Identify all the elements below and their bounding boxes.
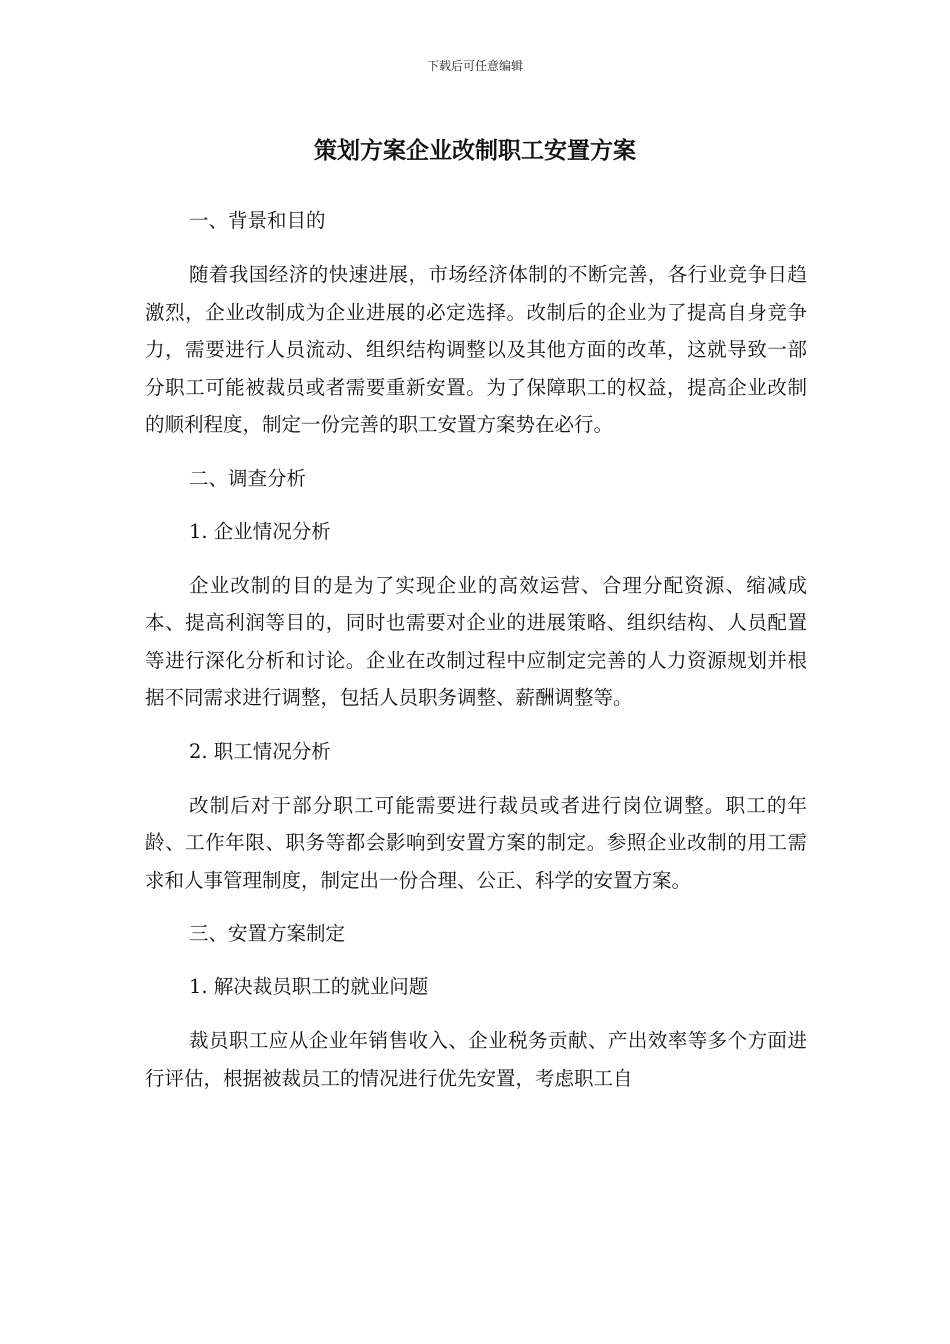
document-body (145, 203, 807, 1097)
paragraph-reemployment: 裁员职工应从企业年销售收入、企业税务贡献、产出效率等多个方面进行评估，根据被裁员工的情况进行优先安置，考虑职工自 (145, 1029, 807, 1090)
section-heading-background: 一、背景和目的 (189, 209, 326, 232)
subheading-employee-analysis: 2. 职工情况分析 (189, 739, 331, 763)
subheading-enterprise-analysis: 1. 企业情况分析 (189, 519, 331, 543)
section-heading-survey: 二、调查分析 (189, 466, 307, 490)
subheading-reemployment: 1. 解决裁员职工的就业问题 (189, 975, 429, 998)
paragraph-employee-analysis: 改制后对于部分职工可能需要进行裁员或者进行岗位调整。职工的年龄、工作年限、职务等都会影响到安置方案的制定。参照企业改制的用工需求和人事管理制度，制定出一份合理、公正、科学的安置方案。 (145, 793, 807, 892)
paragraph-enterprise-analysis: 企业改制的目的是为了实现企业的高效运营、合理分配资源、缩减成本、提高利润等目的，同时也需要对企业的进展策略、组织结构、人员配置等进行深化分析和讨论。企业在改制过程中应制定完善的人力资源规划并根据不同需求进行调整，包括人员职务调整、薪酬调整等。 (145, 573, 807, 709)
document-title: 策划方案企业改制职工安置方案 (314, 138, 636, 164)
paragraph-background: 随着我国经济的快速进展，市场经济体制的不断完善，各行业竞争日趋激烈，企业改制成为企业进展的必定选择。改制后的企业为了提高自身竞争力，需要进行人员流动、组织结构调整以及其他方面的改革，这就导致一部分职工可能被裁员或者需要重新安置。为了保障职工的权益，提高企业改制的顺利程度，制定一份完善的职工安置方案势在必行。 (145, 263, 807, 436)
page-header-note: 下载后可任意编辑 (426, 59, 523, 73)
section-heading-plan: 三、安置方案制定 (189, 922, 346, 945)
